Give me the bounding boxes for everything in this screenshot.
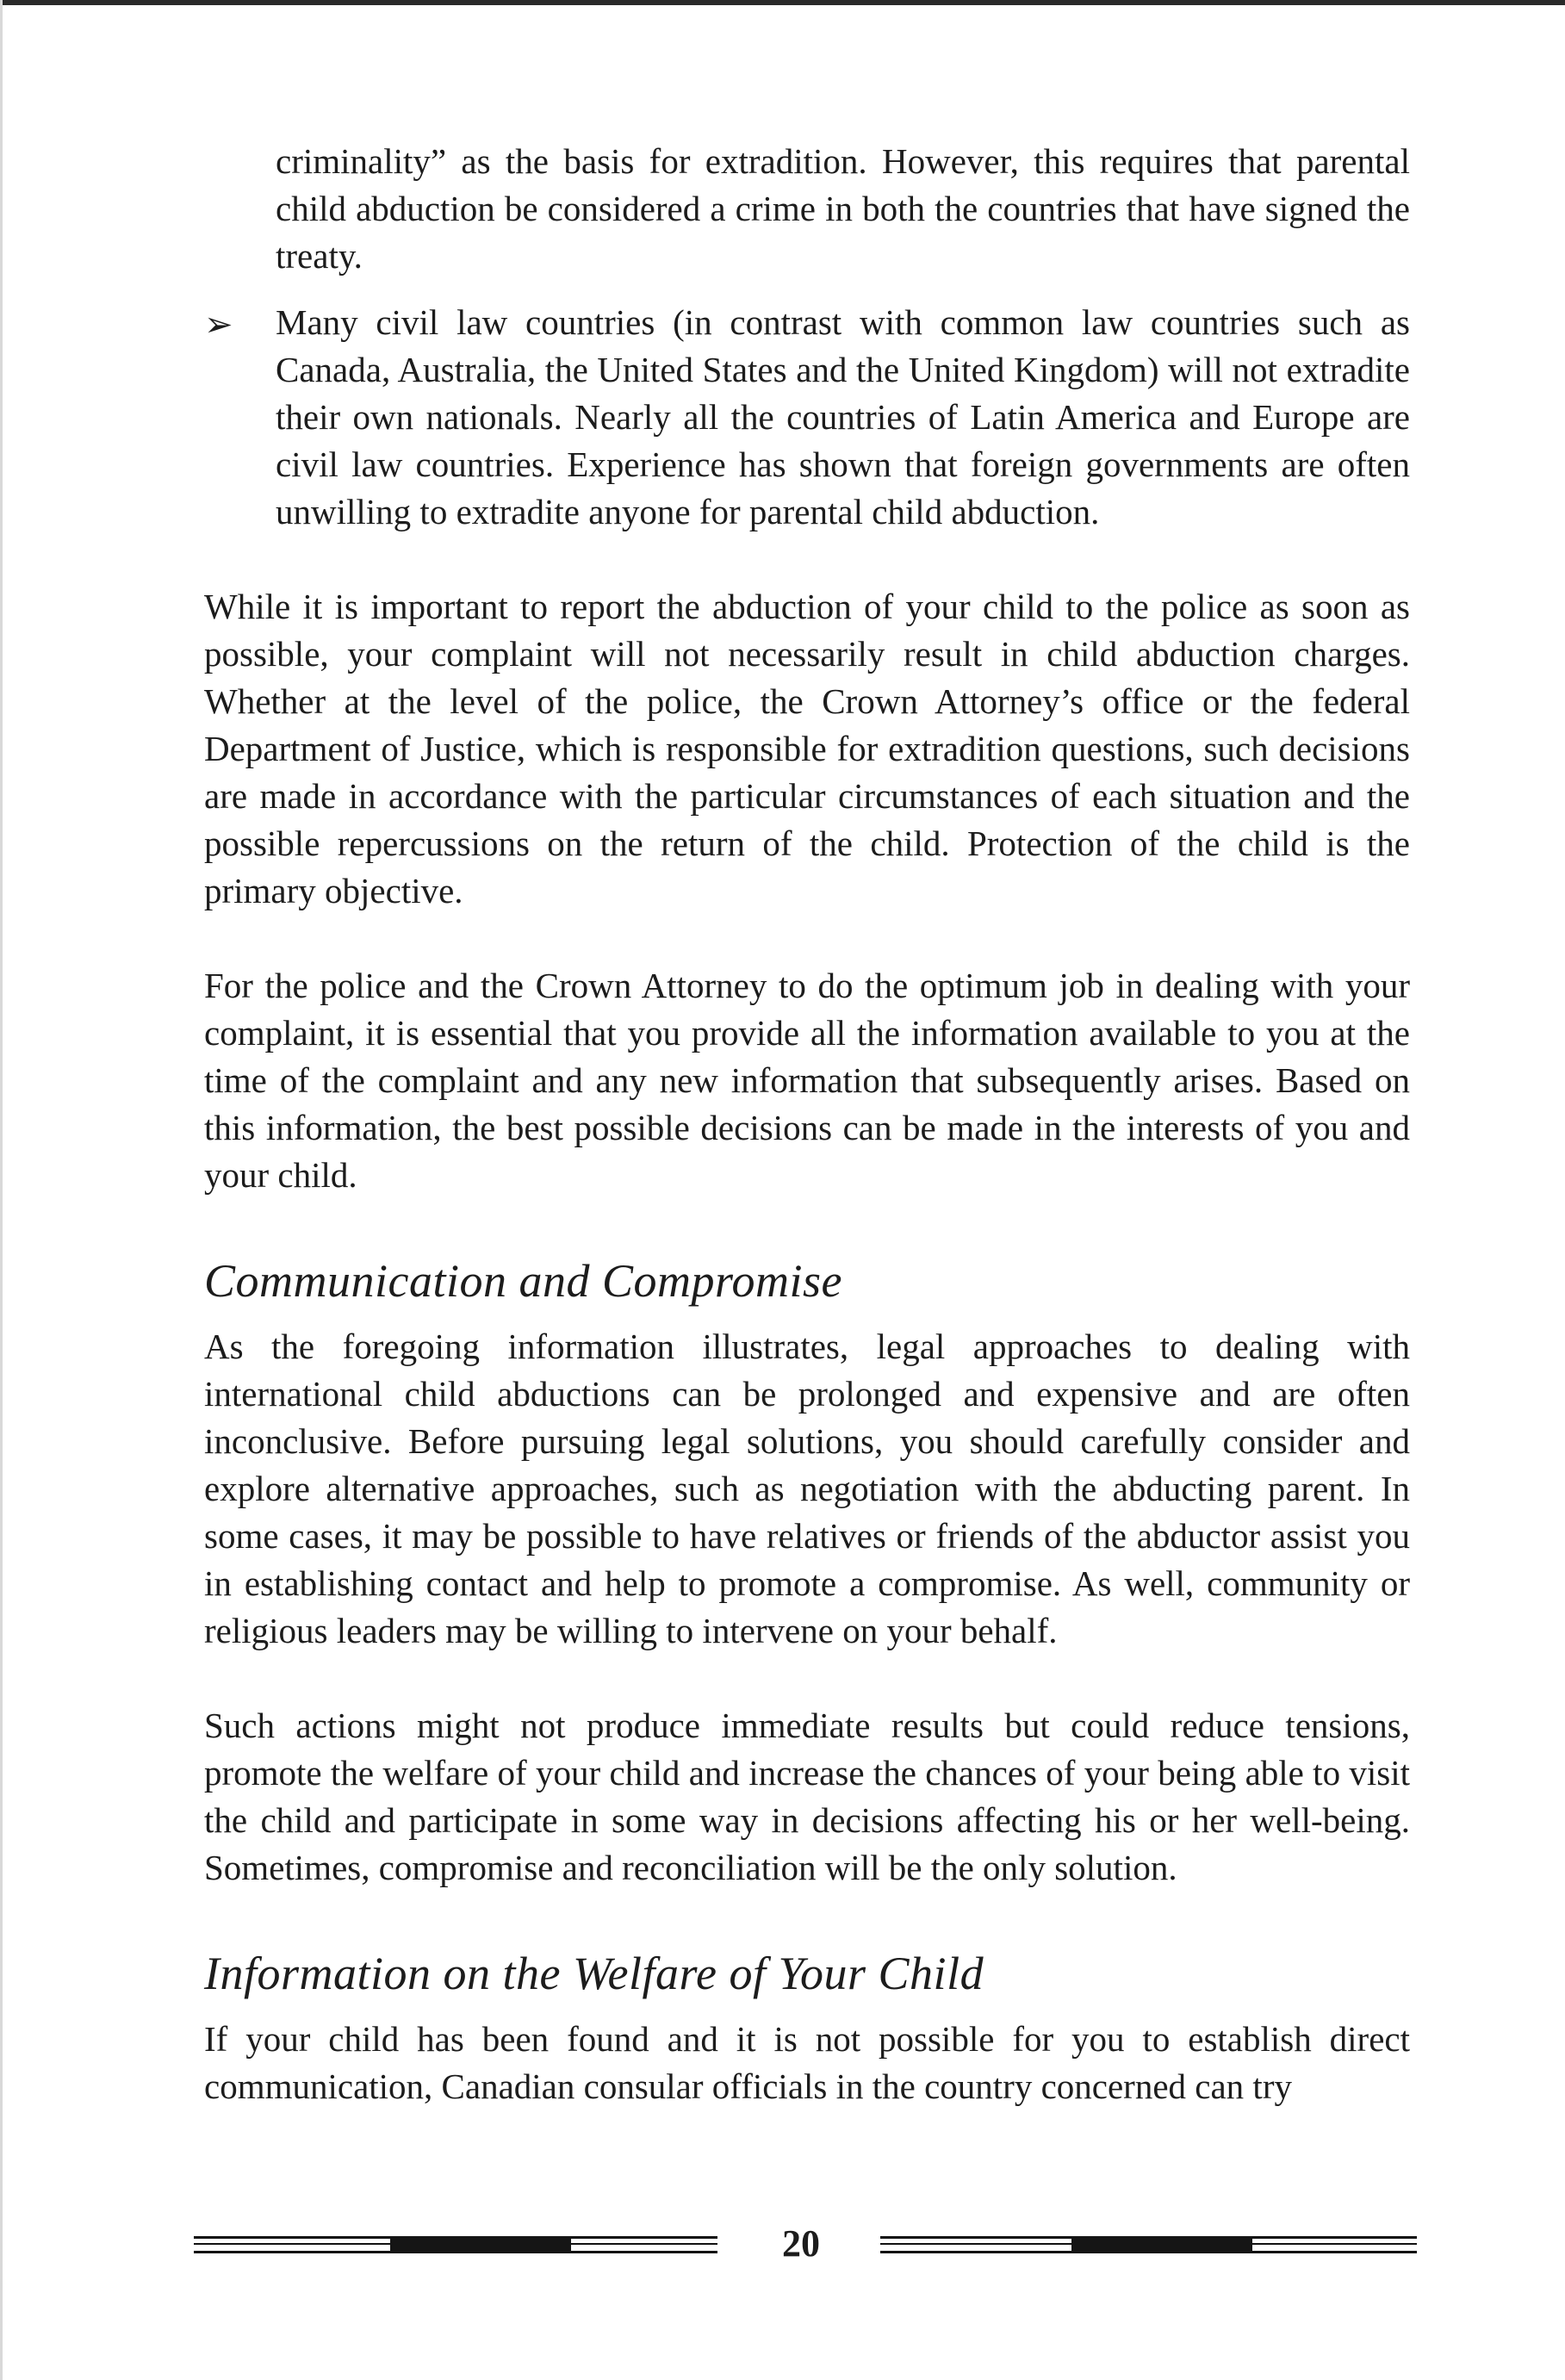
section-heading-communication: Communication and Compromise <box>204 1255 842 1307</box>
body-paragraph: As the foregoing information illustrates, legal approaches to dealing with international child abductions can be prolonged and expensive and are often inconclusive. Before pursuing legal solutions, you should carefully consider and explore alternative approaches, such as negotiation with the abducting parent. In some cases, it may be possible to have relatives or friends of the abductor assist you in establishing contact and help to promote a compromise. As well, community or religious leaders may be willing to intervene on your behalf. <box>204 1327 1410 1650</box>
page-number: 20 <box>782 2222 820 2265</box>
arrow-bullet-icon: ➢ <box>204 305 233 344</box>
document-body <box>204 138 1410 2110</box>
page-left-edge <box>0 0 3 2380</box>
continuation-paragraph: criminality” as the basis for extradition. However, this requires that parental child abduction be considered a crime in both the countries that have signed the treaty. <box>276 141 1410 276</box>
body-paragraph: Such actions might not produce immediate results but could reduce tensions, promote the welfare of your child and increase the chances of your being able to visit the child and participate in some way in decisions affecting his or her well-being. Sometimes, compromise and reconciliation will be the only solution. <box>204 1706 1410 1887</box>
section-heading-welfare: Information on the Welfare of Your Child <box>204 1948 984 1999</box>
body-paragraph: If your child has been found and it is not possible for you to establish direct communication, Canadian consular officials in the country concerned can try <box>204 2019 1410 2106</box>
bullet-item <box>204 299 1410 536</box>
bullet-text: Many civil law countries (in contrast with common law countries such as Canada, Australia, the United States and the United Kingdom) will not extradite their own nationals. Nearly all the countries of Latin America and Europe are civil law countries. Experience has shown that foreign governments are often unwilling to extradite anyone for parental child abduction. <box>276 302 1410 531</box>
footer-rule-left <box>194 2236 717 2253</box>
body-paragraph: While it is important to report the abduction of your child to the police as soon as possible, your complaint will not necessarily result in child abduction charges. Whether at the level of the police, the Crown Attorney’s office or the federal Department of Justice, which is responsible for extradition questions, such decisions are made in accordance with the particular circumstances of each situation and the possible repercussions on the return of the child. Protection of the child is the primary objective. <box>204 587 1410 910</box>
page-footer <box>194 2222 1417 2265</box>
body-paragraph: For the police and the Crown Attorney to do the optimum job in dealing with your complaint, it is essential that you provide all the information available to you at the time of the complaint and any new information that subsequently arises. Based on this information, the best possible decisions can be made in the interests of you and your child. <box>204 966 1410 1195</box>
page-top-edge <box>0 0 1565 5</box>
footer-rule-right <box>880 2236 1417 2253</box>
